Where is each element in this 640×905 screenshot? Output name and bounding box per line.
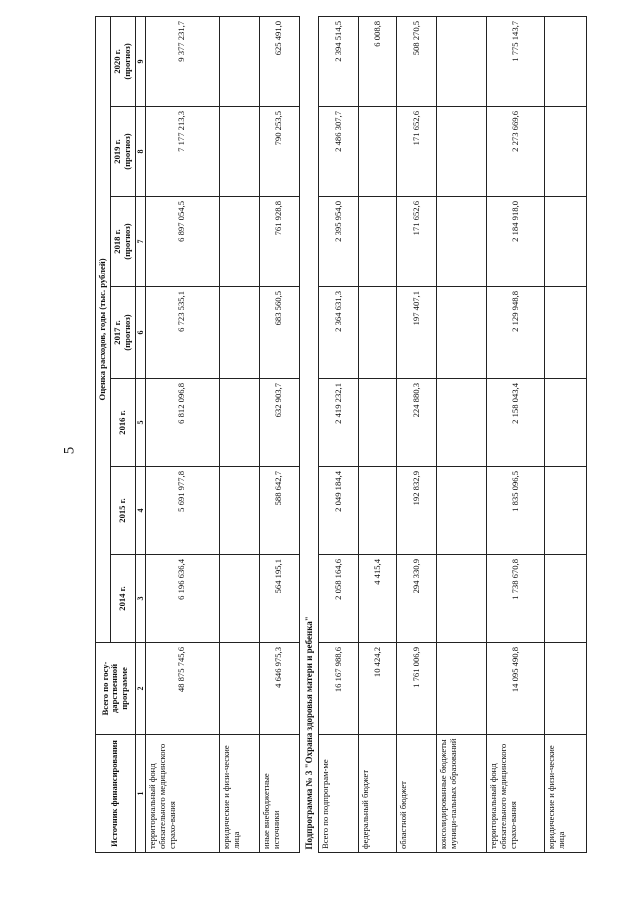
value-cell: 2 395 954,0 (319, 197, 359, 287)
header-year-1 (110, 555, 135, 643)
value-cell (437, 555, 487, 643)
value-cell: 4 646 975,3 (259, 643, 299, 735)
value-cell: 508 270,5 (397, 16, 437, 106)
column-index: 7 (135, 197, 145, 287)
value-cell (219, 467, 259, 555)
value-cell: 7 177 213,3 (145, 107, 219, 197)
value-cell (545, 643, 587, 735)
value-cell (545, 16, 587, 106)
value-cell (545, 287, 587, 379)
value-cell: 790 253,5 (259, 107, 299, 197)
column-index: 1 (135, 735, 145, 853)
value-cell: 1 775 143,7 (487, 16, 545, 106)
column-index: 8 (135, 107, 145, 197)
value-cell: 2 419 232,1 (319, 379, 359, 467)
value-cell (437, 467, 487, 555)
value-cell: 564 195,1 (259, 555, 299, 643)
value-cell: 10 424,2 (359, 643, 397, 735)
value-cell: 9 377 231,7 (145, 16, 219, 106)
year-note: (прогноз) (121, 223, 132, 260)
value-cell: 14 095 490,8 (487, 643, 545, 735)
source-cell: территориальный фонд обязательного медицинского страхо-вания (145, 735, 219, 853)
value-cell (437, 16, 487, 106)
source-cell: областной бюджет (397, 735, 437, 853)
table-row (397, 16, 437, 852)
value-cell (545, 379, 587, 467)
year-label: 2015 г. (116, 498, 127, 523)
header-total: Всего по госу-дарственной программе (96, 643, 136, 735)
value-cell (437, 643, 487, 735)
value-cell: 1 761 006,9 (397, 643, 437, 735)
value-cell: 2 394 514,5 (319, 16, 359, 106)
value-cell: 761 928,8 (259, 197, 299, 287)
value-cell (219, 379, 259, 467)
year-label: 2020 г. (111, 49, 122, 74)
year-label: 2019 г. (111, 139, 122, 164)
value-cell (359, 379, 397, 467)
source-cell: Всего по подпрограм-ме (319, 735, 359, 853)
year-note: (прогноз) (121, 314, 132, 351)
value-cell: 2 158 043,4 (487, 379, 545, 467)
column-index: 9 (135, 16, 145, 106)
value-cell: 171 652,6 (397, 197, 437, 287)
value-cell: 632 903,7 (259, 379, 299, 467)
value-cell: 171 652,6 (397, 107, 437, 197)
value-cell: 1 835 096,5 (487, 467, 545, 555)
value-cell (437, 379, 487, 467)
value-cell (359, 287, 397, 379)
value-cell: 6 723 535,1 (145, 287, 219, 379)
value-cell: 2 486 307,7 (319, 107, 359, 197)
value-cell (437, 107, 487, 197)
source-cell: юридические и физи-ческие лица (219, 735, 259, 853)
header-index-row (135, 16, 145, 852)
value-cell: 2 184 918,0 (487, 197, 545, 287)
value-cell (545, 107, 587, 197)
value-cell: 224 880,3 (397, 379, 437, 467)
year-note: (прогноз) (121, 43, 132, 80)
year-note: (прогноз) (121, 133, 132, 170)
table-row (145, 16, 219, 852)
value-cell (437, 287, 487, 379)
value-cell: 683 560,5 (259, 287, 299, 379)
value-cell: 197 407,1 (397, 287, 437, 379)
rotated-table-frame (95, 17, 567, 853)
value-cell (219, 287, 259, 379)
value-cell: 625 491,0 (259, 16, 299, 106)
financing-table (95, 16, 587, 853)
year-label: 2016 г. (116, 410, 127, 435)
column-index: 3 (135, 555, 145, 643)
value-cell (359, 107, 397, 197)
column-index: 2 (135, 643, 145, 735)
year-label: 2018 г. (111, 229, 122, 254)
table-row (487, 16, 545, 852)
value-cell: 2 364 631,3 (319, 287, 359, 379)
value-cell (545, 467, 587, 555)
table-row (319, 16, 359, 852)
value-cell: 16 167 988,6 (319, 643, 359, 735)
value-cell: 2 129 948,8 (487, 287, 545, 379)
value-cell: 294 330,9 (397, 555, 437, 643)
header-year-5 (110, 197, 135, 287)
source-cell: федеральный бюджет (359, 735, 397, 853)
year-label: 2017 г. (111, 320, 122, 345)
value-cell (359, 197, 397, 287)
table-row (219, 16, 259, 852)
value-cell: 2 049 184,4 (319, 467, 359, 555)
header-year-6 (110, 107, 135, 197)
table-row (359, 16, 397, 852)
value-cell (219, 555, 259, 643)
value-cell: 588 642,7 (259, 467, 299, 555)
table-row (545, 16, 587, 852)
header-source: Источник финансирования (96, 735, 136, 853)
value-cell (545, 197, 587, 287)
value-cell (359, 467, 397, 555)
value-cell (545, 555, 587, 643)
value-cell (219, 16, 259, 106)
source-cell: иные внебюджетные источники (259, 735, 299, 853)
value-cell: 2 058 164,6 (319, 555, 359, 643)
value-cell: 1 738 670,8 (487, 555, 545, 643)
value-cell: 4 415,4 (359, 555, 397, 643)
table-row (437, 16, 487, 852)
value-cell: 5 691 977,8 (145, 467, 219, 555)
column-index: 5 (135, 379, 145, 467)
column-index: 4 (135, 467, 145, 555)
value-cell: 192 832,9 (397, 467, 437, 555)
table-row (259, 16, 299, 852)
page-number: 5 (61, 446, 78, 455)
value-cell: 6 196 636,4 (145, 555, 219, 643)
source-cell: территориальный фонд обязательного медицинского страхо-вания (487, 735, 545, 853)
header-year-2 (110, 467, 135, 555)
value-cell: 6 008,8 (359, 16, 397, 106)
table-body (145, 16, 586, 852)
value-cell (219, 107, 259, 197)
value-cell: 48 875 745,6 (145, 643, 219, 735)
header-year-7 (110, 16, 135, 106)
header-estimate-caption: Оценка расходов, годы (тыс. рублей) (96, 16, 111, 642)
subprogram-title: Подпрограмма № 3 "Охрана здоровья матери и ребенка" (299, 16, 318, 852)
subprogram-row (299, 16, 318, 852)
header-year-3 (110, 379, 135, 467)
header-year-4 (110, 287, 135, 379)
value-cell (219, 197, 259, 287)
value-cell: 6 897 054,5 (145, 197, 219, 287)
source-cell: юридические и физи-ческие лица (545, 735, 587, 853)
year-label: 2014 г. (116, 586, 127, 611)
source-cell: консолидированные бюджеты муници-пальных образований (437, 735, 487, 853)
value-cell (219, 643, 259, 735)
value-cell (437, 197, 487, 287)
value-cell: 6 812 096,8 (145, 379, 219, 467)
value-cell: 2 273 669,6 (487, 107, 545, 197)
column-index: 6 (135, 287, 145, 379)
